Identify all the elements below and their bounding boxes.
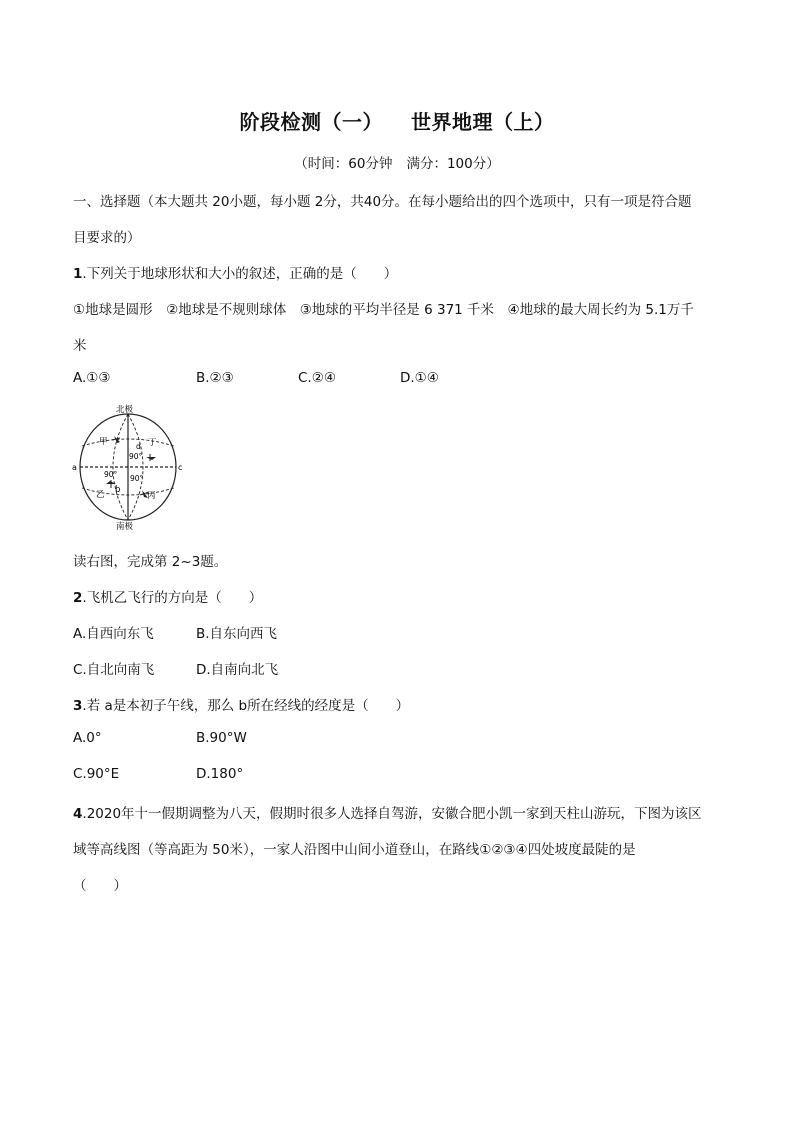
label-bing: 丙 (147, 491, 156, 501)
question-4-line2: 域等高线图（等高距为 50米），一家人沿图中山间小道登山，在路线①②③④四处坡度最陡的是 (73, 842, 636, 858)
question-2-text: .飞机乙飞行的方向是（ ） (82, 590, 263, 606)
label-south-pole: 南极 (116, 522, 134, 530)
question-3-option-b[interactable]: B.90°W (196, 730, 247, 746)
label-north-pole: 北极 (116, 405, 134, 415)
figure-instruction: 读右图，完成第 2~3题。 (73, 554, 228, 570)
globe-diagram (68, 402, 188, 530)
question-3-option-a[interactable]: A.0° (73, 730, 102, 746)
question-4-line1 (73, 802, 702, 822)
label-jia: 甲 (99, 437, 108, 447)
question-3-option-c[interactable]: C.90°E (73, 766, 120, 782)
exam-info (0, 152, 794, 172)
question-1-option-a[interactable]: A.①③ (73, 370, 111, 386)
question-2-option-b[interactable]: B.自东向西飞 (196, 626, 278, 642)
question-2-number: 2 (73, 590, 83, 606)
question-2-option-d[interactable]: D.自南向北飞 (196, 662, 279, 678)
question-2-option-a[interactable]: A.自西向东飞 (73, 626, 154, 642)
question-3-text: .若 a是本初子午线，那么 b所在经线的经度是（ ） (82, 698, 410, 714)
label-angle-3: 90° (130, 474, 144, 483)
plane-ding-icon (146, 454, 156, 461)
label-angle-1: 90° (129, 452, 143, 461)
title-part1: 阶段检测（一） (239, 110, 383, 134)
question-1-option-c[interactable]: C.②④ (298, 370, 336, 386)
question-3-number: 3 (73, 698, 83, 714)
label-c: c (178, 463, 183, 472)
label-ding: 丁 (148, 438, 157, 448)
section-heading-line2: 目要求的） (73, 230, 141, 246)
question-1-option-d[interactable]: D.①④ (400, 370, 439, 386)
label-yi: 乙 (96, 490, 105, 500)
question-4-number: 4 (73, 806, 83, 822)
label-d: d (136, 442, 141, 451)
question-4-text-line1: .2020年十一假期调整为八天，假期时很多人选择自驾游，安徽合肥小凯一家到天柱山游玩，下图为该区 (82, 806, 702, 822)
title-part2: 世界地理（上） (411, 110, 555, 134)
question-4-line3: （ ） (73, 878, 127, 894)
question-2-option-c[interactable]: C.自北向南飞 (73, 662, 155, 678)
question-1-stem (73, 262, 397, 282)
question-1-text: .下列关于地球形状和大小的叙述，正确的是（ ） (82, 266, 398, 282)
label-a: a (72, 463, 77, 472)
exam-time: （时间：60分钟 (294, 156, 393, 172)
question-3-option-d[interactable]: D.180° (196, 766, 244, 782)
exam-score: 满分：100分） (406, 156, 500, 172)
question-2-stem (73, 586, 262, 606)
label-b: b (115, 485, 121, 495)
label-angle-2: 90° (104, 470, 118, 479)
page-title (0, 106, 794, 135)
question-1-number: 1 (73, 266, 83, 282)
question-1-statements-line1: ①地球是圆形 ②地球是不规则球体 ③地球的平均半径是 6 371 千米 ④地球的最大周长约为 5.1万千 (73, 302, 694, 318)
question-3-stem (73, 694, 409, 714)
question-1-option-b[interactable]: B.②③ (196, 370, 234, 386)
section-heading-line1: 一、选择题（本大题共 20小题，每小题 2分，共40分。在每小题给出的四个选项中，只有一项是符合题 (73, 194, 692, 210)
question-1-statements-line2: 米 (73, 338, 87, 354)
